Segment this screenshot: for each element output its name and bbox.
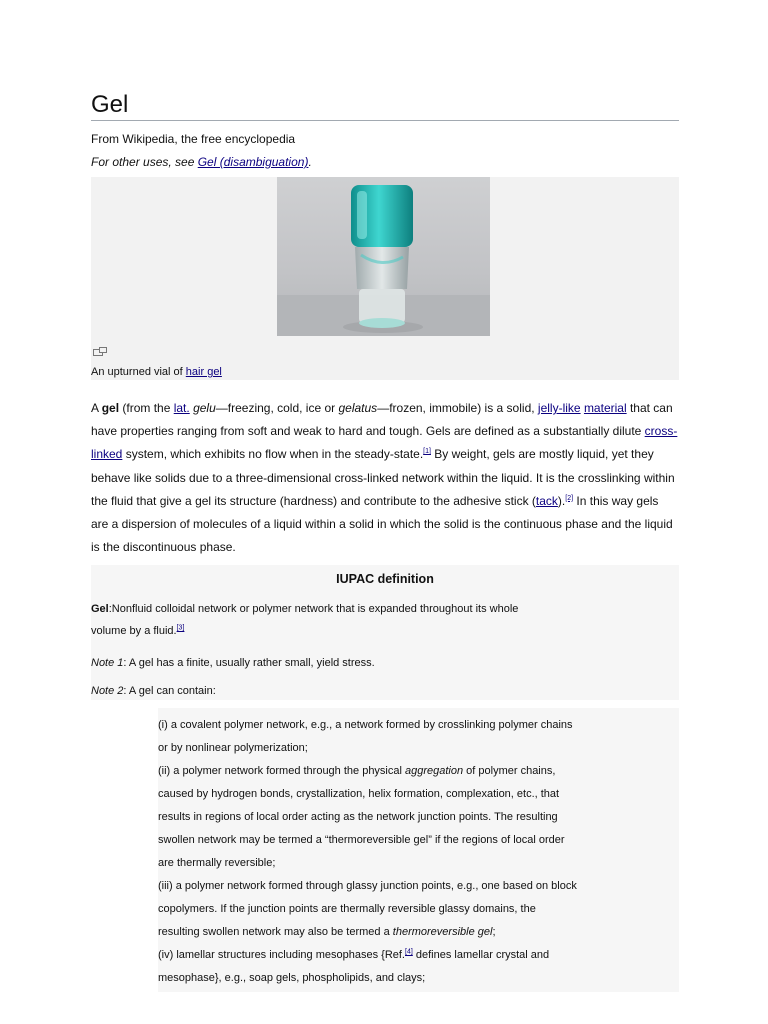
gel-term: gel — [101, 401, 120, 415]
list-item-iii — [158, 875, 578, 944]
hair-gel-link[interactable]: hair gel — [185, 366, 222, 378]
ref-4-link[interactable]: [4] — [405, 948, 413, 956]
hatnote — [91, 154, 679, 170]
intro-text: ). — [557, 493, 566, 508]
hatnote-prefix: For other uses, see — [91, 155, 198, 169]
gelu-term: gelu — [193, 401, 216, 415]
intro-paragraph — [91, 397, 679, 559]
note-2-text: : A gel can contain: — [123, 685, 216, 698]
hair-gel-photo — [277, 177, 490, 336]
vial-illustration — [277, 177, 490, 336]
item-ii-text: of polymer chains, caused by hydrogen bonds, crystallization, helix formation, complexation, etc., that results in regions of local order acting as the network junction points. The resulting swollen network may be termed a “thermoreversible gel” if the regions of local order are thermally reversible; — [158, 765, 565, 870]
intro-text: In this way gels are a dispersion of molecules of a liquid within a solid in which the solid is the continuous phase and the liquid is the discontinuous phase. — [91, 493, 673, 555]
note-1-label: Note 1 — [91, 657, 124, 670]
intro-text: system, which exhibits no flow when in the steady-state. — [122, 447, 424, 462]
article — [91, 90, 679, 992]
hatnote-suffix: . — [308, 155, 312, 169]
caption-prefix: An upturned vial of — [91, 366, 186, 378]
list-item-i: (i) a covalent polymer network, e.g., a network formed by crosslinking polymer chains or by nonlinear polymerization; — [158, 719, 573, 755]
gel-def-term: Gel — [91, 603, 109, 616]
item-iv-text: (iv) lamellar structures including mesophases {Ref. — [158, 949, 405, 962]
list-item-ii — [158, 760, 578, 875]
item-iii-text: ; — [492, 926, 496, 939]
item-iii-text: (iii) a polymer network formed through glassy junction points, e.g., one based on block copolymers. If the junction points are thermally reversible glassy domains, the resulting swollen network may also be termed a — [158, 880, 577, 939]
cross-linked-link[interactable]: cross-linked — [91, 424, 678, 462]
iupac-definition-box — [91, 565, 679, 700]
lat-link[interactable]: lat. — [173, 401, 190, 415]
item-ii-text: (ii) a polymer network formed through the physical — [158, 765, 405, 778]
note-2 — [91, 684, 679, 698]
thermoreversible-gel-term: thermoreversible gel — [392, 926, 493, 939]
ref-3-link[interactable]: [3] — [176, 624, 185, 632]
gel-types-list — [158, 708, 679, 992]
aggregation-term: aggregation — [405, 765, 464, 778]
note-1 — [91, 656, 679, 670]
tack-link[interactable]: tack — [535, 493, 558, 508]
ref-1-link[interactable]: [1] — [423, 448, 431, 456]
jelly-like-link[interactable]: jelly-like — [537, 401, 581, 415]
figure-box — [91, 177, 679, 380]
intro-text: (from the — [119, 401, 174, 415]
intro-text: —frozen, immobile) is a solid, — [377, 401, 538, 415]
disambiguation-link[interactable]: Gel (disambiguation) — [197, 155, 309, 169]
ref-2-link[interactable]: [2] — [565, 494, 574, 502]
note-1-text: : A gel has a finite, usually rather small, yield stress. — [123, 657, 375, 670]
iupac-definition — [91, 598, 531, 642]
item-iv-text: defines lamellar crystal and mesophase}, e.g., soap gels, phospholipids, and clays; — [158, 949, 550, 985]
material-link[interactable]: material — [583, 401, 627, 415]
note-2-label: Note 2 — [91, 685, 124, 698]
intro-text: —freezing, cold, ice or — [215, 401, 339, 415]
tagline: From Wikipedia, the free encyclopedia — [91, 132, 296, 146]
iupac-title: IUPAC definition — [336, 572, 434, 587]
list-item-iv — [158, 944, 578, 990]
page-title: Gel — [91, 90, 679, 121]
gelatus-term: gelatus — [338, 401, 378, 415]
intro-text: that can have properties ranging from soft and weak to hard and tough. Gels are defined as a substantially dilute — [91, 401, 673, 439]
intro-text: By weight, gels are mostly liquid, yet they behave like solids due to a three-dimensional cross-linked network within the liquid. It is the crosslinking within the fluid that give a gel its structure (hardness) and contribute to the adhesive stick ( — [91, 447, 675, 508]
intro-text: A — [91, 401, 102, 415]
figure-caption — [91, 365, 222, 379]
magnify-icon[interactable] — [93, 347, 107, 357]
def-text: :Nonfluid colloidal network or polymer network that is expanded throughout its whole volume by a fluid. — [91, 603, 519, 638]
